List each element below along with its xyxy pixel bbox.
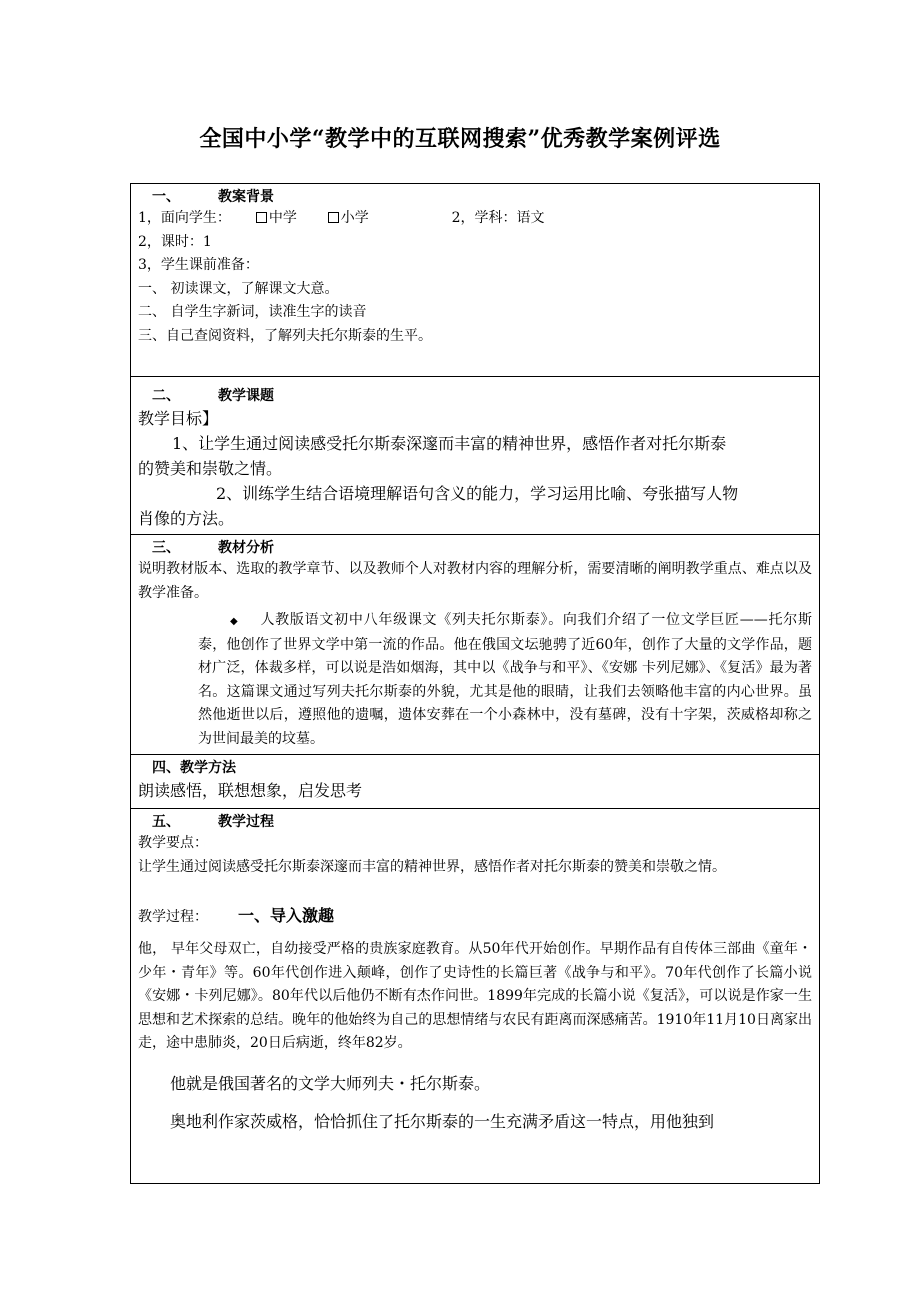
section-topic-row [131,377,820,535]
section-title: 教学课题 [218,388,274,404]
key-label: 教学要点： [138,835,208,851]
section-topic-cell [131,377,820,535]
section-title: 教案背景 [218,189,274,205]
checkbox-middle-school[interactable] [256,212,267,223]
document-title: 全国中小学“教学中的互联网搜索”优秀教学案例评选 [199,126,721,152]
section-method-row [131,755,820,809]
goal-text: 2、训练学生结合语境理解语句含义的能力，学习运用比喻、夸张描写人物 [216,484,739,503]
section-method-cell [131,755,820,809]
prep-item: 一、 初读课文，了解课文大意。 [138,280,339,297]
section-heading [138,386,812,406]
section-background-cell [131,184,820,377]
material-bullet [198,609,812,751]
section-heading [138,187,812,207]
method-text: 朗读感悟，联想想象，启发思考 [138,781,363,800]
process-subheading [138,903,812,930]
prep-item: 二、 自学生字新词，读准生字的读音 [138,304,367,320]
goal-text: 的赞美和崇敬之情。 [138,459,283,478]
section-number: 五、 [152,814,180,830]
section-title: 教材分析 [218,540,274,556]
key-text: 让学生通过阅读感受托尔斯泰深邃而丰富的精神世界，感悟作者对托尔斯泰的赞美和崇敬之情。 [138,858,726,875]
section-background-row [131,184,820,377]
step-title: 一、导入激趣 [238,906,335,925]
prep-item: 三、自己查阅资料，了解列夫托尔斯泰的生平。 [138,327,432,344]
subject-label: 2，学科：语文 [451,210,545,226]
body-paragraph: 他就是俄国著名的文学大师列夫・托尔斯泰。 [170,1073,491,1093]
diamond-bullet-icon: ◆ [230,616,239,627]
section-material-row [131,535,820,755]
section-number: 二、 [152,388,180,404]
audience-label: 1，面向学生： [138,210,231,226]
section-title: 教学过程 [218,814,274,830]
checkbox-label-middle: 中学 [268,210,297,226]
periods-line: 2，课时：1 [138,233,212,250]
section-process-cell [131,809,820,1184]
section-number: 三、 [152,540,180,556]
prep-label: 3，学生课前准备： [138,257,259,273]
lesson-plan-table [130,183,820,1184]
process-label: 教学过程： [138,909,208,925]
section-heading [138,812,812,832]
checkbox-primary-school[interactable] [328,212,339,223]
audience-line [138,207,812,231]
goal-text: 肖像的方法。 [138,509,235,528]
checkbox-label-primary: 小学 [340,210,369,226]
body-paragraph: 奥地利作家茨威格，恰恰抓住了托尔斯泰的一生充满矛盾这一特点，用他独到 [170,1111,715,1131]
section-number: 一、 [152,189,180,205]
goal-label: 教学目标】 [138,409,219,428]
section-title: 四、教学方法 [152,760,236,776]
material-bullet-text: 人教版语文初中八年级课文《列夫托尔斯泰》。向我们介绍了一位文学巨匠——托尔斯泰，他创作了世界文学中第一流的作品。他在俄国文坛驰骋了近60年，创作了大量的文学作品，题材广泛，体裁多样，可以说是浩如烟海，其中以《战争与和平》、《安娜 卡列尼娜》、《复活》最为著名。这篇课文通过写列夫托尔斯泰的外貌，尤其是他的眼睛，让我们去领略他丰富的内心世界。虽然他逝世以后，遵照他的遗嘱，遗体安葬在一个小森林中，没有墓碑，没有十字架，茨威格却称之为世间最美的坟墓。 [198,612,812,747]
bio-text: 他， 早年父母双亡，自幼接受严格的贵族家庭教育。从50年代开始创作。早期作品有自传体三部曲《童年・少年・青年》等。60年代创作进入颠峰，创作了史诗性的长篇巨著《战争与和平》。70年代创作了长篇小说《安娜・卡列尼娜》。80年代以后他仍不断有杰作问世。1899年完成的长篇小说《复活》，可以说是作家一生思想和艺术探索的总结。晚年的他始终为自己的思想情绪与农民有距离而深感痛苦。1910年11月10日离家出走，途中患肺炎，20日后病逝，终年82岁。 [138,941,812,1051]
material-intro: 说明教材版本、选取的教学章节、以及教师个人对教材内容的理解分析，需要清晰的阐明教学重点、难点以及教学准备。 [138,561,812,601]
section-heading [138,538,812,558]
section-material-cell [131,535,820,755]
section-process-row [131,809,820,1184]
goal-text: 1、让学生通过阅读感受托尔斯泰深邃而丰富的精神世界，感悟作者对托尔斯泰 [172,434,727,453]
